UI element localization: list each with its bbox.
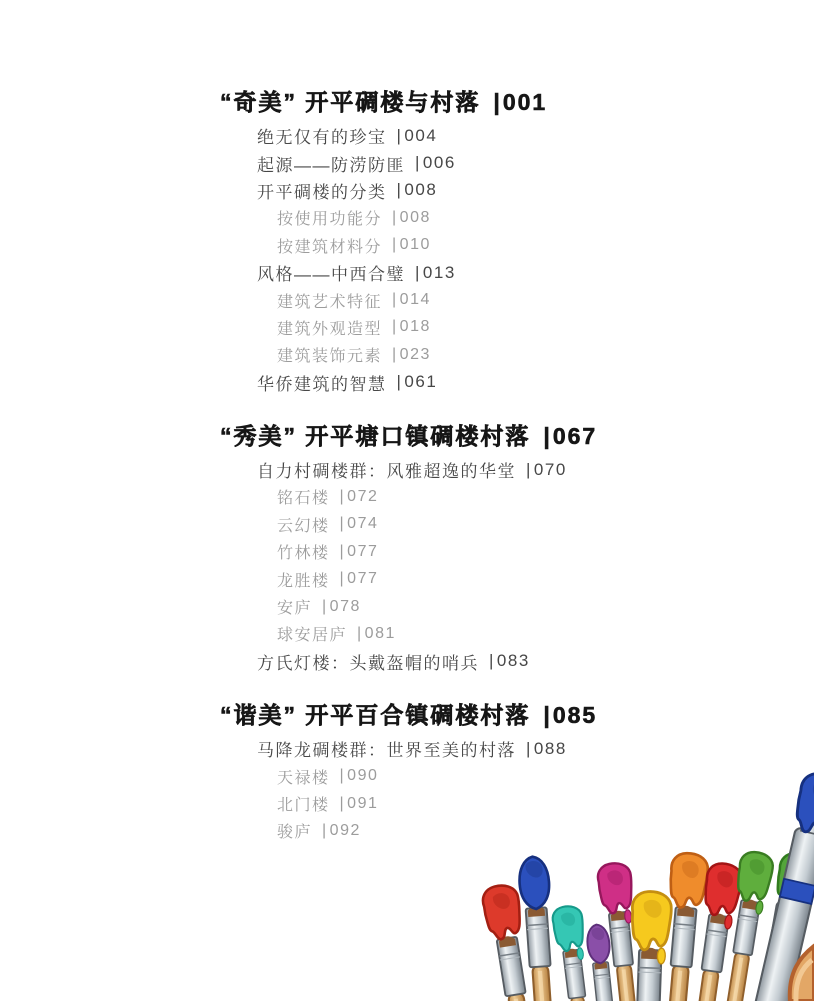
section-title-text: “谐美” 开平百合镇碉楼村落 bbox=[220, 702, 531, 729]
pipe-separator: | bbox=[396, 372, 403, 392]
pipe-separator: | bbox=[396, 180, 403, 200]
item-label: 按使用功能分 bbox=[277, 211, 383, 229]
toc-item bbox=[277, 817, 690, 844]
item-label: 起源——防涝防匪 bbox=[257, 155, 405, 175]
toc-item bbox=[257, 177, 690, 204]
item-label: 按建筑材料分 bbox=[277, 238, 383, 256]
item-page-number: 078 bbox=[329, 597, 361, 615]
item-label: 骏庐 bbox=[277, 824, 313, 842]
pipe-separator: | bbox=[392, 236, 398, 254]
item-label: 华侨建筑的智慧 bbox=[257, 374, 387, 394]
paintbrush-purple bbox=[586, 923, 637, 1001]
toc-item bbox=[277, 790, 690, 817]
item-label: 建筑外观造型 bbox=[277, 320, 383, 338]
paintbrush-green-tube bbox=[744, 851, 814, 1001]
toc-item bbox=[277, 762, 690, 789]
item-label: 建筑装饰元素 bbox=[277, 348, 383, 366]
item-label: 开平碉楼的分类 bbox=[257, 182, 387, 202]
item-page-number: 092 bbox=[329, 821, 361, 839]
toc-item bbox=[277, 341, 690, 368]
item-page-number: 013 bbox=[422, 262, 456, 282]
toc-item bbox=[277, 483, 690, 510]
toc-item bbox=[257, 149, 690, 176]
item-page-number: 006 bbox=[422, 153, 456, 173]
toc-item bbox=[257, 369, 690, 396]
pipe-separator: | bbox=[392, 345, 398, 363]
item-label: 竹林楼 bbox=[277, 545, 330, 563]
item-page-number: 014 bbox=[399, 291, 431, 309]
item-page-number: 061 bbox=[404, 372, 438, 392]
pipe-separator: | bbox=[493, 89, 502, 115]
item-page-number: 072 bbox=[347, 487, 379, 505]
section-title-text: “奇美” 开平碉楼与村落 bbox=[220, 89, 481, 115]
pipe-separator: | bbox=[339, 570, 346, 588]
paintbrush-red bbox=[481, 883, 574, 1001]
corner-highlight bbox=[796, 960, 812, 1001]
pipe-separator: | bbox=[339, 794, 346, 812]
toc-item bbox=[257, 456, 690, 483]
toc-item bbox=[277, 538, 690, 565]
section-title-text: “秀美” 开平塘口镇碉楼村落 bbox=[220, 422, 531, 449]
pipe-separator: | bbox=[526, 738, 532, 758]
toc-item bbox=[277, 286, 690, 313]
section-page-number: 067 bbox=[552, 422, 598, 449]
paintbrush-blue bbox=[518, 856, 574, 1001]
pipe-separator: | bbox=[489, 651, 495, 671]
item-page-number: 008 bbox=[404, 180, 438, 200]
pipe-separator: | bbox=[392, 291, 398, 309]
toc-item bbox=[277, 204, 690, 231]
item-label: 北门楼 bbox=[277, 797, 330, 814]
item-label: 马降龙碉楼群：世界至美的村落 bbox=[257, 741, 516, 761]
item-page-number: 077 bbox=[347, 570, 379, 588]
pipe-separator: | bbox=[339, 542, 346, 560]
pipe-separator: | bbox=[415, 153, 421, 173]
item-label: 建筑艺术特征 bbox=[277, 293, 383, 311]
toc-item bbox=[257, 735, 690, 762]
item-page-number: 088 bbox=[533, 738, 567, 758]
pipe-separator: | bbox=[526, 459, 532, 479]
toc bbox=[220, 86, 690, 845]
toc-item bbox=[277, 232, 690, 259]
toc-item bbox=[257, 259, 690, 286]
item-label: 自力村碉楼群：风雅超逸的华堂 bbox=[257, 462, 516, 482]
pipe-separator: | bbox=[392, 208, 398, 226]
pipe-separator: | bbox=[396, 125, 403, 145]
item-label: 球安居庐 bbox=[277, 627, 348, 645]
item-label: 方氏灯楼：头戴盔帽的哨兵 bbox=[257, 653, 479, 673]
pipe-separator: | bbox=[543, 422, 552, 449]
pipe-separator: | bbox=[357, 624, 363, 642]
pipe-separator: | bbox=[415, 262, 421, 282]
paintbrush-blue-edge bbox=[748, 770, 814, 1001]
pipe-separator: | bbox=[339, 767, 346, 785]
pipe-separator: | bbox=[543, 702, 552, 729]
section-page-number: 085 bbox=[552, 702, 598, 729]
item-label: 铭石楼 bbox=[277, 490, 330, 508]
section-page-number: 001 bbox=[502, 89, 548, 115]
item-page-number: 091 bbox=[347, 794, 379, 812]
item-page-number: 077 bbox=[347, 542, 379, 560]
pipe-separator: | bbox=[339, 487, 346, 505]
pipe-separator: | bbox=[322, 821, 328, 839]
item-page-number: 023 bbox=[399, 345, 431, 363]
section-title bbox=[220, 420, 690, 452]
item-label: 龙胜楼 bbox=[277, 572, 330, 590]
section-title bbox=[220, 699, 690, 731]
item-label: 风格——中西合璧 bbox=[257, 265, 405, 285]
toc-item bbox=[277, 565, 690, 592]
paintbrush-orange bbox=[639, 852, 709, 1001]
toc-section bbox=[220, 699, 690, 845]
item-page-number: 004 bbox=[404, 125, 438, 145]
pipe-separator: | bbox=[322, 597, 328, 615]
section-title bbox=[220, 86, 690, 118]
item-page-number: 070 bbox=[533, 459, 567, 479]
pipe-separator: | bbox=[339, 515, 346, 533]
toc-item bbox=[277, 511, 690, 538]
item-label: 绝无仅有的珍宝 bbox=[257, 128, 387, 148]
paintbrush-yellow bbox=[619, 891, 672, 1001]
item-page-number: 010 bbox=[399, 236, 431, 254]
item-label: 天禄楼 bbox=[277, 769, 330, 787]
item-page-number: 090 bbox=[347, 767, 379, 785]
toc-section bbox=[220, 86, 690, 396]
item-page-number: 083 bbox=[496, 651, 530, 671]
toc-item bbox=[257, 648, 690, 675]
toc-item bbox=[257, 122, 690, 149]
corner-illustration bbox=[790, 946, 814, 1001]
item-label: 云幻楼 bbox=[277, 517, 330, 535]
paintbrush-teal bbox=[551, 905, 618, 1001]
toc-item bbox=[277, 314, 690, 341]
toc-item bbox=[277, 620, 690, 647]
item-page-number: 018 bbox=[399, 318, 431, 336]
item-page-number: 074 bbox=[347, 515, 379, 533]
item-page-number: 081 bbox=[364, 624, 396, 642]
paintbrush-magenta bbox=[597, 862, 666, 1001]
paintbrush-red-2 bbox=[658, 862, 743, 1001]
toc-item bbox=[277, 593, 690, 620]
paintbrush-green bbox=[688, 850, 775, 1001]
item-page-number: 008 bbox=[399, 208, 431, 226]
toc-section bbox=[220, 420, 690, 675]
pipe-separator: | bbox=[392, 318, 398, 336]
item-label: 安庐 bbox=[277, 600, 313, 618]
